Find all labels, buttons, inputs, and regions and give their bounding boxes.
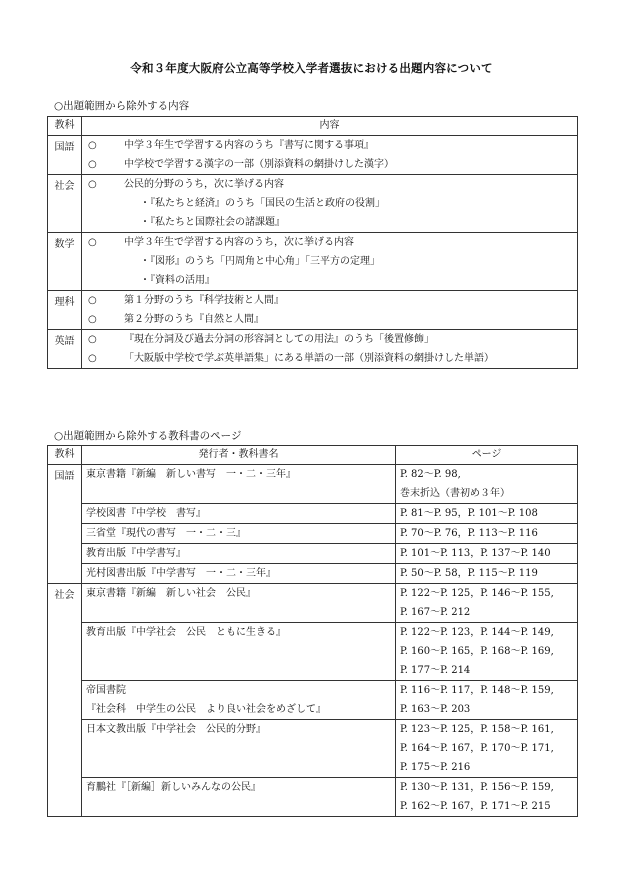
content-line	[82, 194, 577, 213]
book-cell	[82, 465, 396, 504]
subject-cell: 数学	[48, 233, 82, 291]
pages-line: P. 81～P. 95，P. 101～P. 108	[400, 508, 538, 519]
book-line: 東京書籍『新編 新しい書写 一・二・三年』	[86, 469, 296, 480]
book-line: 東京書籍『新編 新しい社会 公民』	[86, 588, 256, 599]
pages-line: P. 82～P. 98,	[400, 469, 461, 480]
excluded-content-table	[47, 116, 578, 369]
pages-line: P. 122～P. 123，P. 144～P. 149,	[400, 627, 554, 638]
pages-cell	[396, 778, 578, 817]
content-line	[82, 175, 577, 194]
subject-cell: 社会	[48, 584, 82, 817]
book-line: 教育出版『中学書写』	[86, 548, 186, 559]
content-line	[82, 271, 577, 290]
book-cell	[82, 584, 396, 623]
book-line	[82, 739, 395, 758]
content-line	[82, 291, 577, 310]
book-line	[82, 758, 395, 777]
table-row	[48, 544, 578, 564]
header-subject: 教科	[48, 117, 82, 136]
book-cell	[82, 778, 396, 817]
pages-line: 巻末折込（書初め３年）	[400, 488, 510, 499]
pages-line: P. 164～P. 167，P. 170～P. 171,	[400, 743, 554, 754]
header-subject: 教科	[48, 446, 82, 465]
book-cell	[82, 544, 396, 564]
content-text: ・『私たちと経済』のうち「国民の生活と政府の役割」	[140, 198, 385, 209]
content-line	[82, 310, 577, 329]
pages-cell	[396, 681, 578, 720]
book-cell	[82, 720, 396, 778]
content-line	[82, 155, 577, 174]
book-line	[82, 661, 395, 680]
book-cell	[82, 524, 396, 544]
book-line	[82, 797, 395, 816]
pages-line: P. 101～P. 113，P. 137～P. 140	[400, 548, 551, 559]
table-header-row	[48, 117, 578, 136]
content-text: ・『図形』のうち「円周角と中心角」「三平方の定理」	[140, 256, 380, 267]
subject-cell: 国語	[48, 136, 82, 175]
book-line: 学校図書『中学校 書写』	[86, 508, 206, 519]
document-title: 令和３年度大阪府公立高等学校入学者選抜における出題内容について	[130, 61, 493, 75]
table-row	[48, 465, 578, 504]
excluded-pages-table	[47, 445, 578, 817]
bullet-mark: ○	[88, 237, 97, 248]
book-cell	[82, 681, 396, 720]
content-text: 「大阪版中学校で学ぶ英単語集」にある単語の一部（別添資料の網掛けした単語）	[124, 353, 494, 364]
content-cell	[82, 330, 578, 369]
content-text: 中学３年生で学習する内容のうち『書写に関する事項』	[124, 140, 374, 151]
book-cell	[82, 504, 396, 524]
book-line: 『社会科 中学生の公民 より良い社会をめざして』	[86, 704, 326, 715]
pages-line: P. 70～P. 76，P. 113～P. 116	[400, 528, 538, 539]
table-row	[48, 564, 578, 584]
pages-cell	[396, 524, 578, 544]
content-line	[82, 233, 577, 252]
pages-line: P. 177～P. 214	[400, 665, 471, 676]
section1-heading: ○出題範囲から除外する内容	[54, 100, 190, 112]
table-row	[48, 720, 578, 778]
table-header-row	[48, 446, 578, 465]
content-text: 『現在分詞及び過去分詞の形容詞としての用法』のうち「後置修飾」	[124, 334, 434, 345]
table-row	[48, 233, 578, 291]
pages-line: P. 130～P. 131，P. 156～P. 159,	[400, 782, 554, 793]
pages-cell	[396, 564, 578, 584]
table-row	[48, 524, 578, 544]
table-row	[48, 623, 578, 681]
pages-line: P. 175～P. 216	[400, 762, 471, 773]
book-line	[82, 603, 395, 622]
pages-cell	[396, 623, 578, 681]
bullet-mark: ○	[88, 334, 97, 345]
table-row	[48, 136, 578, 175]
pages-cell	[396, 465, 578, 504]
book-line: 教育出版『中学社会 公民 ともに生きる』	[86, 627, 286, 638]
book-line: 三省堂『現代の書写 一・二・三』	[86, 528, 246, 539]
header-pages: ページ	[396, 446, 578, 465]
content-cell	[82, 175, 578, 233]
table-row	[48, 175, 578, 233]
bullet-mark: ○	[88, 314, 97, 325]
bullet-mark: ○	[88, 140, 97, 151]
book-cell	[82, 623, 396, 681]
pages-line: P. 160～P. 165，P. 168～P. 169,	[400, 646, 554, 657]
subject-cell: 社会	[48, 175, 82, 233]
pages-line: P. 163～P. 203	[400, 704, 471, 715]
table-row	[48, 681, 578, 720]
pages-line: P. 167～P. 212	[400, 607, 471, 618]
pages-line: P. 116～P. 117，P. 148～P. 159,	[400, 685, 554, 696]
subject-cell: 理科	[48, 291, 82, 330]
content-line	[82, 136, 577, 155]
book-line	[82, 642, 395, 661]
pages-cell	[396, 544, 578, 564]
pages-cell	[396, 504, 578, 524]
content-text: ・『資料の活用』	[140, 275, 215, 286]
book-line: 光村図書出版『中学書写 一・二・三年』	[86, 568, 276, 579]
table-row	[48, 504, 578, 524]
table-row	[48, 778, 578, 817]
pages-cell	[396, 720, 578, 778]
header-content: 内容	[82, 117, 578, 136]
content-cell	[82, 291, 578, 330]
header-book: 発行者・教科書名	[82, 446, 396, 465]
pages-cell	[396, 584, 578, 623]
bullet-mark: ○	[88, 353, 97, 364]
table-row	[48, 584, 578, 623]
content-line	[82, 349, 577, 368]
content-text: 第１分野のうち『科学技術と人間』	[124, 295, 284, 306]
pages-line: P. 162～P. 167，P. 171～P. 215	[400, 801, 551, 812]
book-line: 日本文教出版『中学社会 公民的分野』	[86, 724, 266, 735]
content-text: 中学校で学習する漢字の一部（別添資料の網掛けした漢字）	[124, 159, 394, 170]
section2-heading: ○出題範囲から除外する教科書のページ	[54, 430, 242, 442]
subject-cell: 国語	[48, 465, 82, 584]
pages-line: P. 122～P. 125，P. 146～P. 155,	[400, 588, 554, 599]
content-cell	[82, 233, 578, 291]
table-row	[48, 330, 578, 369]
book-line: 帝国書院	[86, 685, 126, 696]
content-cell	[82, 136, 578, 175]
subject-cell: 英語	[48, 330, 82, 369]
content-text: 公民的分野のうち，次に挙げる内容	[124, 179, 284, 190]
book-cell	[82, 564, 396, 584]
content-text: ・『私たちと国際社会の諸課題』	[140, 217, 285, 228]
bullet-mark: ○	[88, 295, 97, 306]
pages-line: P. 123～P. 125，P. 158～P. 161,	[400, 724, 554, 735]
content-line	[82, 213, 577, 232]
book-line	[82, 484, 395, 503]
content-text: 第２分野のうち『自然と人間』	[124, 314, 264, 325]
content-line	[82, 252, 577, 271]
book-line: 育鵬社『［新編］新しいみんなの公民』	[86, 782, 261, 793]
table-row	[48, 291, 578, 330]
pages-line: P. 50～P. 58，P. 115～P. 119	[400, 568, 538, 579]
bullet-mark: ○	[88, 179, 97, 190]
bullet-mark: ○	[88, 159, 97, 170]
content-text: 中学３年生で学習する内容のうち，次に挙げる内容	[124, 237, 354, 248]
content-line	[82, 330, 577, 349]
